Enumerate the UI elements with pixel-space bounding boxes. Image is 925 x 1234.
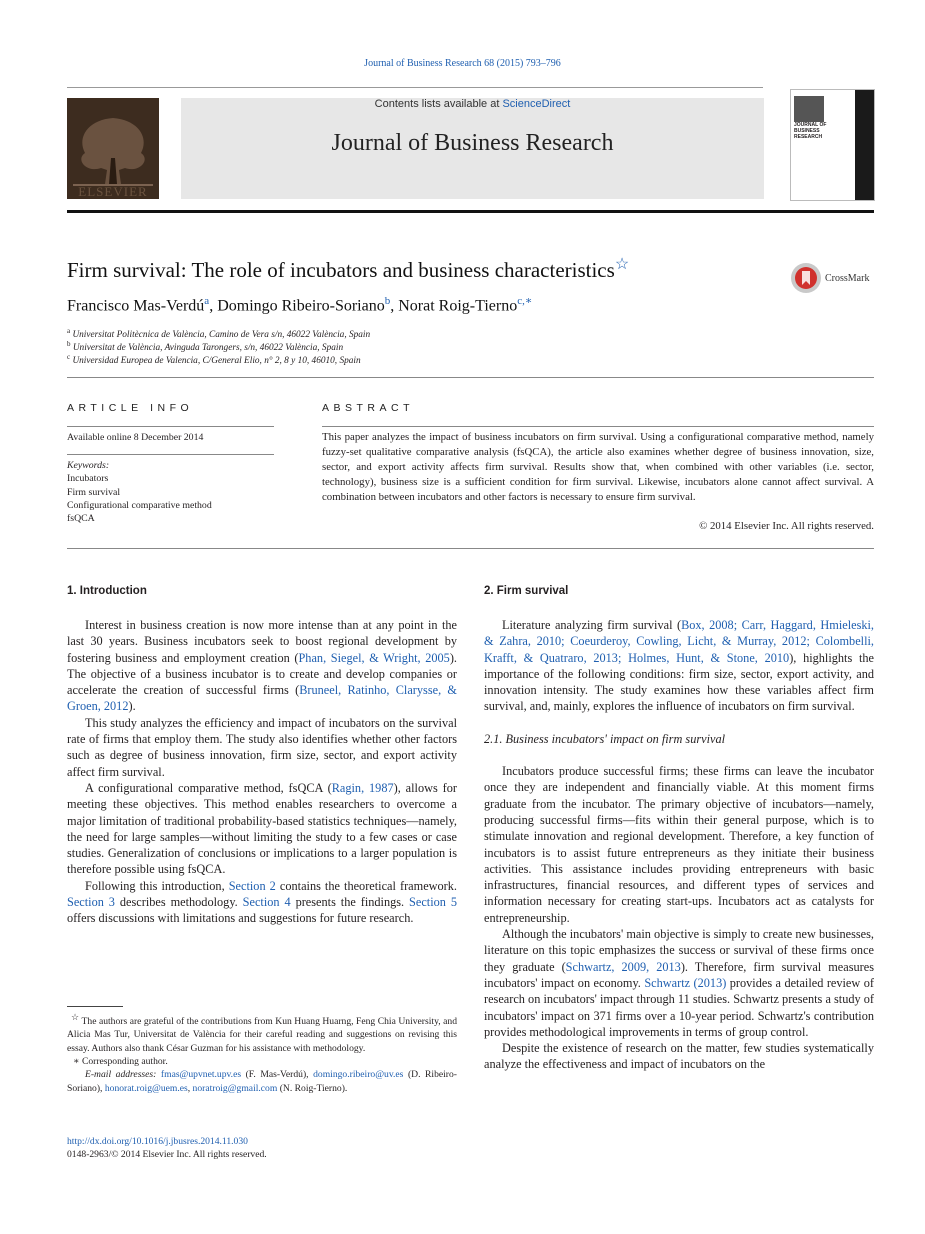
reference-link[interactable]: Schwartz, 2009, 2013 (565, 959, 681, 974)
author-name: Norat Roig-Tierno (398, 297, 518, 315)
divider (67, 426, 274, 427)
reference-link[interactable]: Phan, Siegel, & Wright, 2005 (298, 650, 450, 665)
affiliation: $^b$ Universitat de València, Avinguda Tarongers, s/n, 46022 València, Spain (67, 340, 344, 354)
journal-title: Journal of Business Research (331, 130, 614, 156)
section-heading: 1. Introduction (67, 585, 147, 597)
article-title: Firm survival: The role of incubators and business characteristics☆ (67, 256, 630, 282)
crossmark-badge[interactable] (790, 262, 869, 294)
email-link[interactable]: noratroig@gmail.com (192, 1082, 278, 1094)
available-online: Available online 8 December 2014 (67, 432, 204, 443)
abstract-copyright: © 2014 Elsevier Inc. All rights reserved. (699, 520, 874, 532)
crossmark-icon (790, 262, 822, 294)
abstract-heading: ABSTRACT (322, 402, 415, 414)
author-affiliation-mark[interactable]: a (204, 295, 210, 307)
issn: 0148-2963/© 2014 Elsevier Inc. All rights reserved. (67, 1149, 267, 1161)
author-name: Domingo Ribeiro-Soriano (217, 297, 385, 315)
paragraph: A configurational comparative method, fsQCA (Ragin, 1987), allows for meeting these objectives. This method enables researchers to overcome a major limitation of traditional probability-based statistics techniques—namely, the need for large samples—without limiting the study to a few cases or case studies. Generalization of conclusions or implications to a larger population is therefore possible using fsQCA. (67, 780, 457, 877)
acknowledgement-footnote: ☆ The authors are grateful of the contributions from Kun Huang Huarng, Feng Chia University, and Alicia Mas Tur, Universitat de València for their careful reading and suggestions on revising this essay. Authors also thank César Guzman for his assistance with methodology. (67, 1012, 457, 1054)
divider (67, 454, 274, 455)
paragraph: Although the incubators' main objective is simply to create new businesses, literature on this topic emphasizes the success or survival of these firms once they graduate (Schwartz, 2009, 2013). Therefore, firm survival measures incubators' impact on economy. Schwartz (2013) provides a detailed review of research on incubators' impact through 11 studies. Schwartz presents a study of incubators' impact on 371 firms over a 10-year period. Schwartz's contribution provides methodological improvements in terms of group control. (484, 927, 874, 1039)
title-footnote-mark[interactable]: ☆ (614, 256, 630, 273)
footnote-rule (67, 1006, 123, 1007)
contents-line (181, 98, 764, 110)
journal-cover (790, 89, 875, 201)
reference-link[interactable]: Schwartz (2013) (644, 975, 727, 990)
author-affiliation-mark[interactable]: b (384, 295, 391, 307)
elsevier-logo (67, 98, 159, 199)
paragraph: Literature analyzing firm survival (Box, 2008; Carr, Haggard, Hmieleski, & Zahra, 2010; Coeurderoy, Cowling, Licht, & Murray, 2012; Colombelli, Krafft, & Quatraro, 2013; Holmes, Hunt, & Stone, 2010), highlights the importance of the following conditions: firm size, sector, export activity, and innovation intensity. The study examines how these variables affect firm survival, and, mainly, explores the influence of incubators on firm survival. (484, 618, 874, 714)
reference-link[interactable]: Bruneel, Ratinho, Clarysse, & Groen, 2012 (67, 683, 457, 714)
section-link[interactable]: Section 3 (67, 895, 115, 910)
section-link[interactable]: Section 2 (228, 878, 276, 893)
keywords-block (67, 459, 212, 525)
paragraph: Incubators produce successful firms; these firms can leave the incubator once they are independent and financially viable. At this moment firms graduate from the incubator. The primary objective of incubators—namely, producing successful firms—fits within their general purpose, which is to stimulate innovation and regional development. Therefore, a key function of incubators is to assist future entrepreneurs as they initiate their business activities. This assistance includes providing entrepreneurs with basic infrastructures, financial resources, and different types of services and information necessary for creating start-ups. Incubators act as catalysts for entrepreneurship. (484, 764, 874, 925)
subsection-heading: 2.1. Business incubators' impact on firm survival (484, 731, 726, 746)
footer (67, 1135, 267, 1162)
section-heading: 2. Firm survival (484, 585, 569, 597)
header-divider (67, 87, 763, 88)
reference-link[interactable]: Box, 2008; Carr, Haggard, Hmieleski, & Zahra, 2010; Coeurderoy, Cowling, Licht, & Murray, 2012; Colombelli, Krafft, & Quatraro, 2013; Holmes, Hunt, & Stone, 2010 (484, 618, 874, 665)
keyword: Configurational comparative method (67, 499, 212, 511)
section-link[interactable]: Section 4 (242, 895, 291, 910)
email-link[interactable]: domingo.ribeiro@uv.es (313, 1069, 404, 1081)
keyword: Firm survival (67, 486, 121, 498)
author-affiliation-mark[interactable]: c,∗ (517, 295, 533, 307)
contents-prefix: Contents lists available at (374, 98, 503, 110)
cover-stripe (855, 90, 874, 200)
corresponding-footnote: ∗ Corresponding author. (73, 1056, 168, 1068)
keywords-label: Keywords: (67, 460, 110, 471)
cover-text: JOURNAL OF BUSINESS RESEARCH (794, 122, 827, 140)
divider (67, 377, 874, 378)
paragraph: Following this introduction, Section 2 contains the theoretical framework. Section 3 describes methodology. Section 4 presents the findings. Section 5 offers discussions with limitations and suggestions for future research. (67, 878, 458, 926)
paragraph: This study analyzes the efficiency and impact of incubators on the survival rate of firms that employ them. The study also identifies whether other factors such as degree of business innovation, firm size, sector, and export activity affect firm survival. (67, 715, 457, 779)
section-link[interactable]: Section 5 (409, 895, 458, 910)
reference-link[interactable]: Ragin, 1987 (331, 780, 394, 795)
affiliation: $^c$ Universidad Europea de Valencia, C/General Elio, n° 2, 8 y 10, 46010, Spain (67, 353, 361, 367)
header-rule (67, 210, 874, 213)
sciencedirect-link[interactable]: ScienceDirect (502, 98, 571, 110)
author-list: Francisco Mas-Verdú$^a$, Domingo Ribeiro-Soriano$^b$, Norat Roig-Tierno$^{c,∗}$ (67, 295, 533, 315)
keyword: fsQCA (67, 513, 95, 525)
paragraph: Despite the existence of research on the matter, few studies systematically analyze the effectiveness and impact of incubators on the (484, 1041, 874, 1072)
email-link[interactable]: honorat.roig@uem.es (104, 1082, 188, 1094)
divider (322, 426, 874, 427)
footnotes (67, 1011, 457, 1095)
article-info-heading: ARTICLE INFO (67, 402, 194, 414)
abstract-text: This paper analyzes the impact of business incubators on firm survival. Using a configurational comparative method, namely fuzzy-set qualitative comparative analysis (fsQCA), the article also examines whether degree of business innovation, size, sector, and export activity affects firm survival. Results show that, when combined with other variables (i.e. sector, technology), business size is a sufficient condition for firm survival. Likewise, incubators alone cannot affect survival. A combination between incubators and other factors is necessary to ensure firm survival. (322, 431, 874, 503)
author-name: Francisco Mas-Verdú (67, 297, 205, 315)
cover-image-icon (794, 96, 824, 122)
publisher-logo-text: ELSEVIER (78, 184, 148, 199)
doi-link[interactable]: http://dx.doi.org/10.1016/j.jbusres.2014.11.030 (67, 1136, 248, 1147)
firm-survival-body (484, 617, 874, 1073)
paragraph: Interest in business creation is now more intense than at any point in the last 30 years. Business incubators seek to boost regional development by fostering business and employment creation (Phan, Siegel, & Wright, 2005). The objective of a business incubator is to create and develop companies or accelerate the creation of successful firms (Bruneel, Ratinho, Clarysse, & Groen, 2012). (67, 618, 457, 714)
affiliation: $^a$ Universitat Politècnica de València, Camino de Vera s/n, 46022 València, Spain (67, 327, 371, 341)
email-link[interactable]: fmas@upvnet.upv.es (160, 1069, 242, 1081)
crossmark-label: CrossMark (825, 272, 870, 284)
keyword: Incubators (67, 473, 109, 485)
intro-body (67, 617, 457, 927)
divider (67, 548, 874, 549)
email-footnote: E-mail addresses: fmas@upvnet.upv.es (F. Mas-Verdú), domingo.ribeiro@uv.es (D. Ribeiro-Soriano), honorat.roig@uem.es, noratroig@gmail.com (N. Roig-Tierno). (67, 1069, 457, 1094)
journal-citation[interactable]: Journal of Business Research 68 (2015) 793–796 (364, 58, 561, 69)
